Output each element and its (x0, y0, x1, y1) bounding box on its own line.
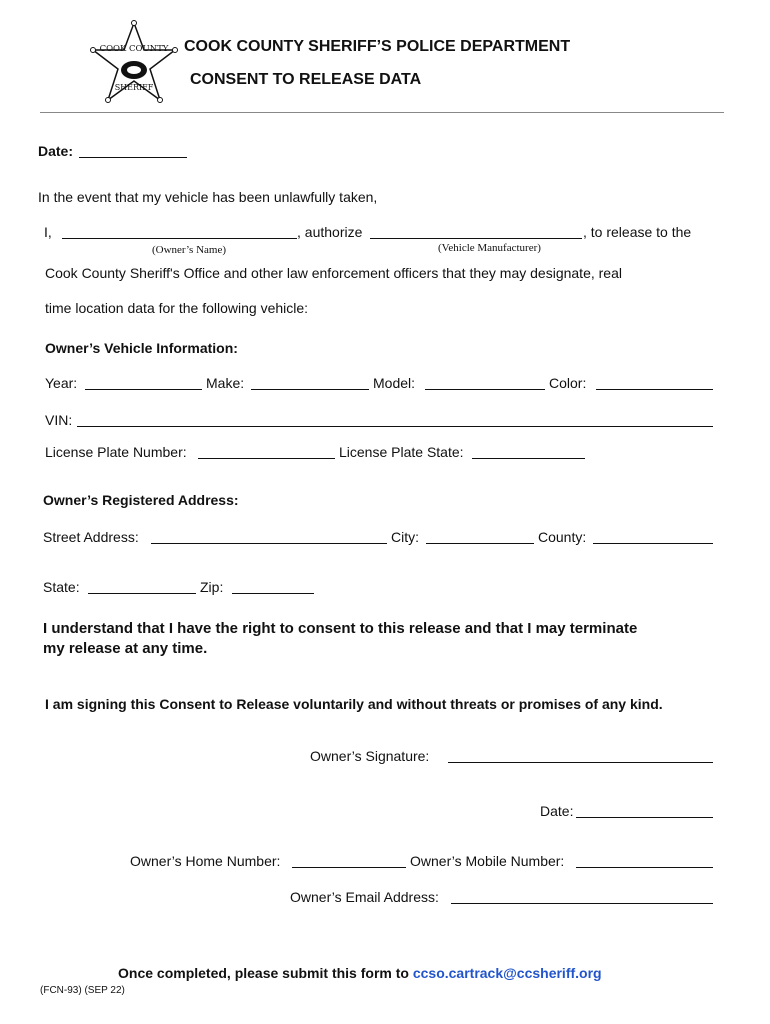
form-code: (FCN-93) (SEP 22) (40, 985, 125, 996)
body-line-1: Cook County Sheriff's Office and other law enforcement officers that they may designate, real (45, 265, 622, 281)
page-subtitle: CONSENT TO RELEASE DATA (190, 71, 422, 88)
make-field[interactable] (251, 375, 369, 390)
intro-text: In the event that my vehicle has been unlawfully taken, (38, 189, 378, 205)
email-field[interactable] (451, 889, 713, 904)
year-label: Year: (45, 375, 78, 391)
street-field[interactable] (151, 529, 387, 544)
mobile-number-field[interactable] (576, 853, 713, 868)
color-field[interactable] (596, 375, 713, 390)
zip-label: Zip: (200, 579, 224, 595)
zip-field[interactable] (232, 579, 314, 594)
owner-name-field[interactable] (62, 224, 297, 239)
page-title: COOK COUNTY SHERIFF’S POLICE DEPARTMENT (184, 38, 571, 55)
city-field[interactable] (426, 529, 534, 544)
email-label: Owner’s Email Address: (290, 889, 439, 905)
seal-emblem-highlight (127, 66, 141, 74)
manufacturer-caption: (Vehicle Manufacturer) (438, 242, 541, 254)
date-field[interactable] (79, 143, 187, 158)
owner-name-caption: (Owner’s Name) (152, 244, 227, 256)
signature-field[interactable] (448, 748, 713, 763)
body-line-2: time location data for the following vehicle: (45, 300, 309, 316)
state-label: State: (43, 579, 80, 595)
year-field[interactable] (85, 375, 202, 390)
submit-instructions (118, 965, 602, 981)
make-label: Make: (206, 375, 245, 391)
county-field[interactable] (593, 529, 713, 544)
statement-1-line-1: I understand that I have the right to consent to this release and that I may terminate (43, 620, 638, 637)
authorize-text: , authorize (297, 224, 363, 240)
statement-1-line-2: my release at any time. (43, 640, 208, 657)
line-i: I, (44, 224, 52, 240)
header-divider (40, 112, 724, 113)
state-field[interactable] (88, 579, 196, 594)
plate-state-label: License Plate State: (339, 444, 464, 460)
seal-top-text: COOK COUNTY (99, 44, 169, 54)
submit-email-link[interactable]: ccso.cartrack@ccsheriff.org (412, 965, 602, 981)
signature-label: Owner’s Signature: (310, 748, 430, 764)
vin-label: VIN: (45, 412, 73, 428)
vin-field[interactable] (77, 412, 713, 427)
county-label: County: (538, 529, 587, 545)
seal-star-tip (132, 21, 137, 26)
seal-star-tip (173, 48, 178, 53)
seal-star-tip (106, 98, 111, 103)
manufacturer-field[interactable] (370, 224, 582, 239)
statement-2: I am signing this Consent to Release voluntarily and without threats or promises of any kind. (45, 696, 663, 712)
sheriff-star-seal (88, 20, 180, 116)
vehicle-section-heading: Owner’s Vehicle Information: (45, 340, 238, 356)
home-number-field[interactable] (292, 853, 406, 868)
seal-star-tip (158, 98, 163, 103)
street-label: Street Address: (43, 529, 139, 545)
plate-number-label: License Plate Number: (45, 444, 187, 460)
plate-state-field[interactable] (472, 444, 585, 459)
release-text: , to release to the (583, 224, 692, 240)
seal-bottom-text: SHERIFF (114, 83, 154, 92)
sign-date-field[interactable] (576, 803, 713, 818)
sign-date-label: Date: (540, 803, 574, 819)
submit-text: Once completed, please submit this form to (118, 965, 409, 981)
date-label: Date: (38, 143, 74, 159)
seal-star-tip (91, 48, 96, 53)
city-label: City: (391, 529, 419, 545)
plate-number-field[interactable] (198, 444, 335, 459)
model-label: Model: (373, 375, 416, 391)
home-number-label: Owner’s Home Number: (130, 853, 281, 869)
mobile-number-label: Owner’s Mobile Number: (410, 853, 565, 869)
model-field[interactable] (425, 375, 545, 390)
color-label: Color: (549, 375, 587, 391)
address-section-heading: Owner’s Registered Address: (43, 492, 239, 508)
